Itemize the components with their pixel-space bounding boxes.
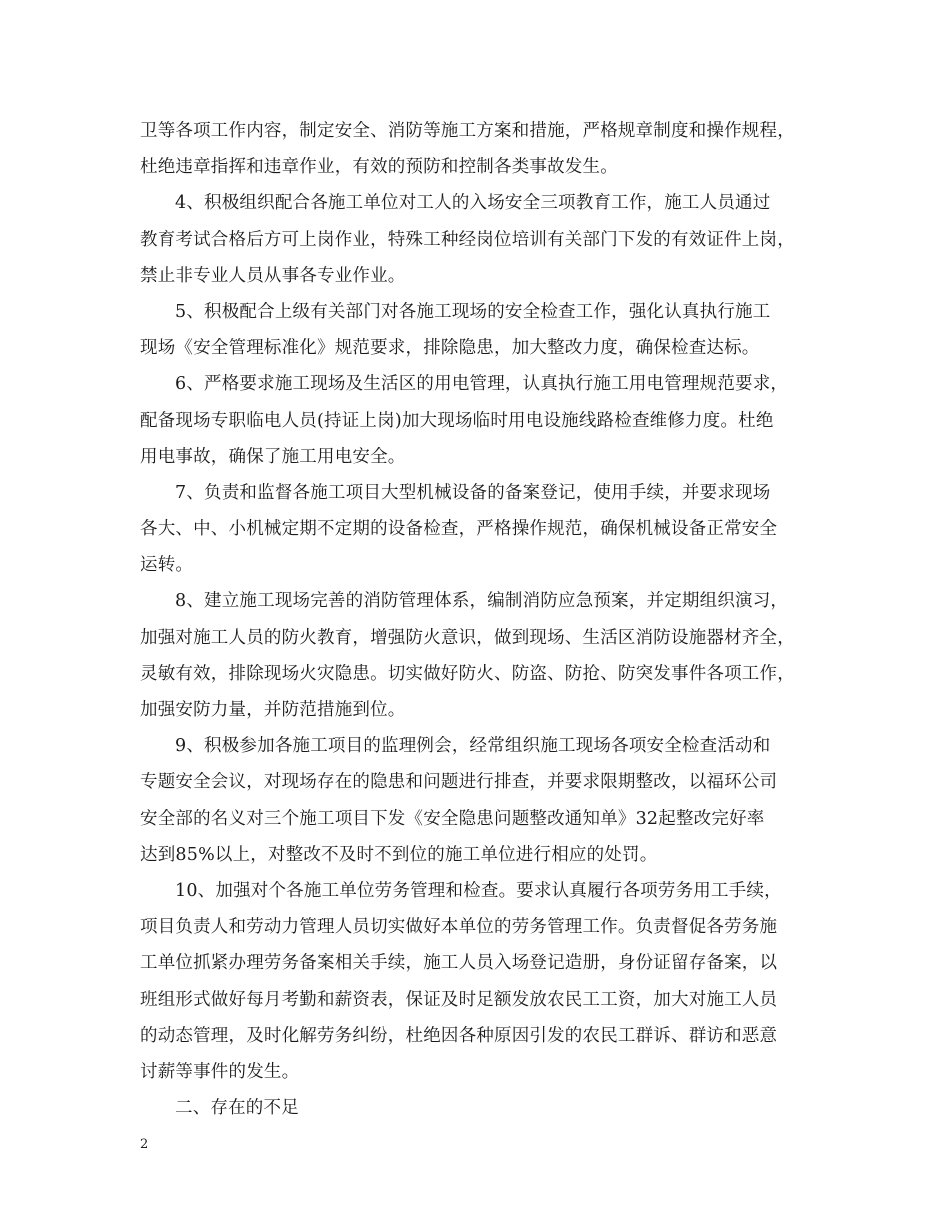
paragraph-line: 班组形式做好每月考勤和薪资表，保证及时足额发放农民工工资，加大对施工人员 [140,989,778,1010]
paragraph-line: 用电事故，确保了施工用电安全。 [140,446,406,467]
paragraph-line: 安全部的名义对三个施工项目下发《安全隐患问题整改通知单》32起整改完好率 [140,808,765,829]
paragraph-line: 禁止非专业人员从事各专业作业。 [140,265,406,286]
paragraph-line: 工单位抓紧办理劳务备案相关手续，施工人员入场登记造册，身份证留存备案，以 [140,953,778,974]
paragraph-line: 的动态管理，及时化解劳务纠纷，杜绝因各种原因引发的农民工群诉、群访和恶意 [140,1025,778,1046]
paragraph-line: 灵敏有效，排除现场火灾隐患。切实做好防火、防盗、防抢、防突发事件各项工作， [140,663,795,684]
paragraph-line: 教育考试合格后方可上岗作业，特殊工种经岗位培训有关部门下发的有效证件上岗， [140,229,795,250]
paragraph-line: 运转。 [140,555,194,576]
paragraph-line: 加强对施工人员的防火教育，增强防火意识，做到现场、生活区消防设施器材齐全， [140,627,795,648]
paragraph-first-line: 4、积极组织配合各施工单位对工人的入场安全三项教育工作，施工人员通过 [175,193,771,214]
paragraph-line: 杜绝违章指挥和违章作业，有效的预防和控制各类事故发生。 [140,157,618,178]
paragraph-line: 各大、中、小机械定期不定期的设备检查，严格操作规范，确保机械设备正常安全 [140,519,778,540]
paragraph-line: 配备现场专职临电人员(持证上岗)加大现场临时用电设施线路检查维修力度。杜绝 [140,410,774,431]
paragraph-line: 项目负责人和劳动力管理人员切实做好本单位的劳务管理工作。负责督促各劳务施 [140,917,778,938]
paragraph-line: 卫等各项工作内容，制定安全、消防等施工方案和措施，严格规章制度和操作规程， [140,121,795,141]
paragraph-first-line: 8、建立施工现场完善的消防管理体系，编制消防应急预案，并定期组织演习， [175,591,789,612]
paragraph-line: 达到85%以上，对整改不及时不到位的施工单位进行相应的处罚。 [140,844,658,865]
document-body [140,113,820,1126]
paragraph-first-line: 5、积极配合上级有关部门对各施工现场的安全检查工作，强化认真执行施工 [175,301,771,322]
paragraph-first-line: 7、负责和监督各施工项目大型机械设备的备案登记，使用手续，并要求现场 [175,482,771,503]
paragraph-first-line: 二、存在的不足 [175,1098,299,1119]
paragraph-line: 专题安全会议，对现场存在的隐患和问题进行排查，并要求限期整改，以福环公司 [140,772,778,793]
paragraph-line: 加强安防力量，并防范措施到位。 [140,700,406,720]
paragraph-line: 讨薪等事件的发生。 [140,1061,300,1082]
paragraph-first-line: 9、积极参加各施工项目的监理例会，经常组织施工现场各项安全检查活动和 [175,736,771,757]
paragraph-first-line: 6、严格要求施工现场及生活区的用电管理，认真执行施工用电管理规范要求， [175,374,789,395]
page-number: 2 [140,1137,149,1152]
paragraph-line: 现场《安全管理标准化》规范要求，排除隐患，加大整改力度，确保检查达标。 [140,338,760,359]
paragraph-first-line: 10、加强对个各施工单位劳务管理和检查。要求认真履行各项劳务用工手续， [175,880,782,901]
